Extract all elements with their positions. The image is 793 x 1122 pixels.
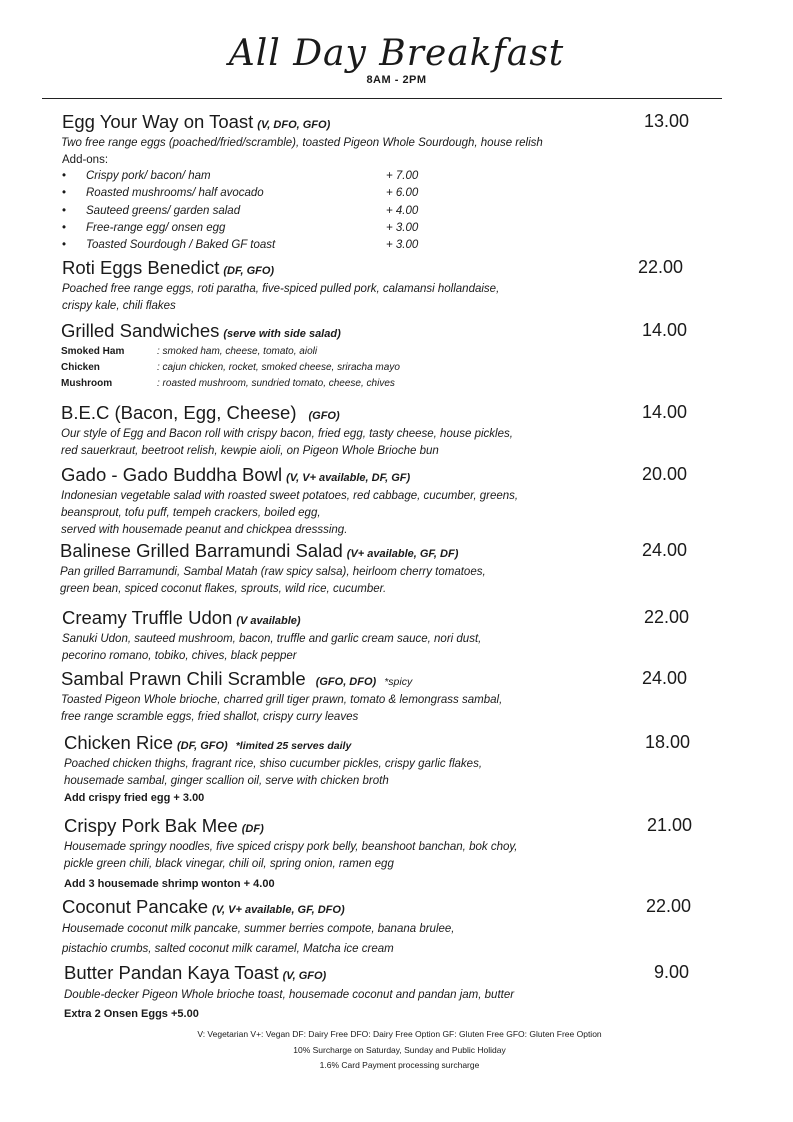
item-description: free range scramble eggs, fried shallot, crispy curry leaves [61,711,359,723]
item-name: B.E.C (Bacon, Egg, Cheese) [61,402,297,423]
item-price: 22.00 [638,257,684,277]
item-name: Roti Eggs Benedict [62,257,220,278]
addon-name: Free-range egg/ onsen egg [86,221,226,234]
menu-header [0,32,793,86]
addon-price: + 3.00 [386,221,419,234]
menu-item [61,668,711,726]
item-description: served with housemade peanut and chickpea dresssing. [61,524,348,536]
dietary-tags: (DF, GFO) [177,740,228,752]
sandwich-option: Chicken : cajun chicken, rocket, smoked cheese, sriracha mayo [61,362,400,373]
item-name: Chicken Rice [64,732,173,753]
dietary-tags: (V+ available, GF, DF) [346,548,459,560]
header-divider [42,98,722,99]
item-description: Sanuki Udon, sauteed mushroom, bacon, truffle and garlic cream sauce, nori dust, [62,633,482,645]
item-name: Gado - Gado Buddha Bowl [61,464,283,485]
item-price: 22.00 [646,896,692,916]
addon-row: • Toasted Sourdough / Baked GF toast + 3.00 [62,237,712,254]
dietary-tags: (DF, GFO) [223,265,275,277]
item-extra: Add crispy fried egg + 3.00 [64,792,205,804]
menu-item [64,815,714,893]
item-description: Toasted Pigeon Whole brioche, charred grill tiger prawn, tomato & lemongrass sambal, [61,694,503,706]
item-description: Poached free range eggs, roti paratha, five-spiced pulled pork, calamansi hollandaise, [62,283,500,295]
item-description: pistachio crumbs, salted coconut milk caramel, Matcha ice cream [62,943,394,955]
addon-name: Crispy pork/ bacon/ ham [86,170,211,182]
item-name: Creamy Truffle Udon [62,607,233,628]
menu-item [62,257,712,315]
menu-title: All Day Breakfast [228,33,565,74]
item-description: Housemade springy noodles, five spiced crispy pork belly, beanshoot banchan, bok choy, [64,841,518,853]
item-price: 21.00 [647,815,693,835]
menu-item [61,320,711,392]
item-description: red sauerkraut, beetroot relish, kewpie aioli, on Pigeon Whole Brioche bun [61,445,439,457]
item-description: beansprout, tofu puff, tempeh crackers, boiled egg, [61,507,321,519]
item-description: Double-decker Pigeon Whole brioche toast, housemade coconut and pandan jam, butter [64,989,515,1001]
sandwich-option: Mushroom : roasted mushroom, sundried tomato, cheese, chives [61,378,395,389]
item-price: 18.00 [645,732,691,752]
menu-item [62,607,712,665]
spicy-note: *spicy [384,676,413,688]
menu-item [62,896,712,958]
dietary-tags: (GFO) [308,410,340,422]
menu-item [62,111,712,254]
item-extra: Extra 2 Onsen Eggs +5.00 [64,1008,199,1020]
dietary-tags: (GFO, DFO) [315,676,377,688]
item-description: housemade sambal, ginger scallion oil, serve with chicken broth [64,775,389,787]
item-extra: Add 3 housemade shrimp wonton + 4.00 [64,878,275,890]
menu-item [61,464,711,539]
dietary-legend: V: Vegetarian V+: Vegan DF: Dairy Free DFO: Dairy Free Option GF: Gluten Free GFO: Gluten Free Option [197,1029,602,1039]
item-description: green bean, spiced coconut flakes, sprouts, wild rice, cucumber. [60,583,387,595]
item-description: Our style of Egg and Bacon roll with crispy bacon, fried egg, tasty cheese, house pickles, [61,428,513,440]
item-name: Coconut Pancake [62,896,209,917]
item-description: pickle green chili, black vinegar, chili oil, spring onion, ramen egg [64,858,394,870]
item-price: 24.00 [642,668,688,688]
item-price: 14.00 [642,320,688,340]
dietary-tags: (V, V+ available, DF, GF) [286,472,411,484]
item-description: Two free range eggs (poached/fried/scramble), toasted Pigeon Whole Sourdough, house relish [61,137,543,149]
item-price: 13.00 [644,111,690,131]
dietary-tags: (V, V+ available, GF, DFO) [212,904,345,916]
addon-row: • Free-range egg/ onsen egg + 3.00 [62,220,712,237]
item-name: Butter Pandan Kaya Toast [64,962,279,983]
item-price: 20.00 [642,464,688,484]
dietary-tags: (V, DFO, GFO) [257,119,331,131]
item-price: 22.00 [644,607,690,627]
item-price: 9.00 [654,962,690,982]
item-price: 14.00 [642,402,688,422]
menu-footer [0,1027,793,1074]
item-description: crispy kale, chili flakes [62,300,176,312]
addon-price: + 6.00 [386,187,419,200]
addon-row: • Crispy pork/ bacon/ ham + 7.00 [62,168,712,185]
item-description: Housemade coconut milk pancake, summer berries compote, banana brulee, [62,923,455,935]
dietary-tags: (DF) [241,823,264,835]
addon-row: • Roasted mushrooms/ half avocado + 6.00 [62,185,712,202]
item-name: Crispy Pork Bak Mee [64,815,238,836]
holiday-surcharge-note: 10% Surcharge on Saturday, Sunday and Public Holiday [293,1044,506,1055]
item-name: Sambal Prawn Chili Scramble [61,668,306,689]
menu-hours: 8AM - 2PM [366,74,427,86]
dietary-tags: (V available) [236,615,301,627]
addon-name: Toasted Sourdough / Baked GF toast [86,239,276,252]
item-description: Poached chicken thighs, fragrant rice, shiso cucumber pickles, crispy garlic flakes, [64,758,483,770]
item-name: Egg Your Way on Toast [62,111,254,132]
item-description: Pan grilled Barramundi, Sambal Matah (raw spicy salsa), heirloom cherry tomatoes, [60,566,486,578]
item-description: pecorino romano, tobiko, chives, black pepper [62,650,297,662]
item-name: Grilled Sandwiches [61,320,220,341]
addon-price: + 4.00 [386,204,419,217]
addon-name: Roasted mushrooms/ half avocado [86,187,264,200]
menu-item [64,962,714,1023]
dietary-tags: (V, GFO) [282,970,327,982]
sandwich-option: Smoked Ham : smoked ham, cheese, tomato, aioli [61,346,318,357]
menu-item [60,540,710,598]
card-surcharge-note: 1.6% Card Payment processing surcharge [319,1060,480,1070]
item-name: Balinese Grilled Barramundi Salad [60,540,343,561]
addon-row: • Sauteed greens/ garden salad + 4.00 [62,203,712,220]
addon-price: + 3.00 [386,239,419,252]
menu-item [64,732,714,807]
addon-name: Sauteed greens/ garden salad [86,204,241,217]
item-price: 24.00 [642,540,688,560]
item-description: Indonesian vegetable salad with roasted sweet potatoes, red cabbage, cucumber, greens, [61,490,519,502]
limited-note: *limited 25 serves daily [235,740,352,752]
addons-title: Add-ons: [62,154,109,166]
dietary-tags: (serve with side salad) [223,328,341,340]
menu-item [61,402,711,460]
addon-price: + 7.00 [386,170,419,182]
